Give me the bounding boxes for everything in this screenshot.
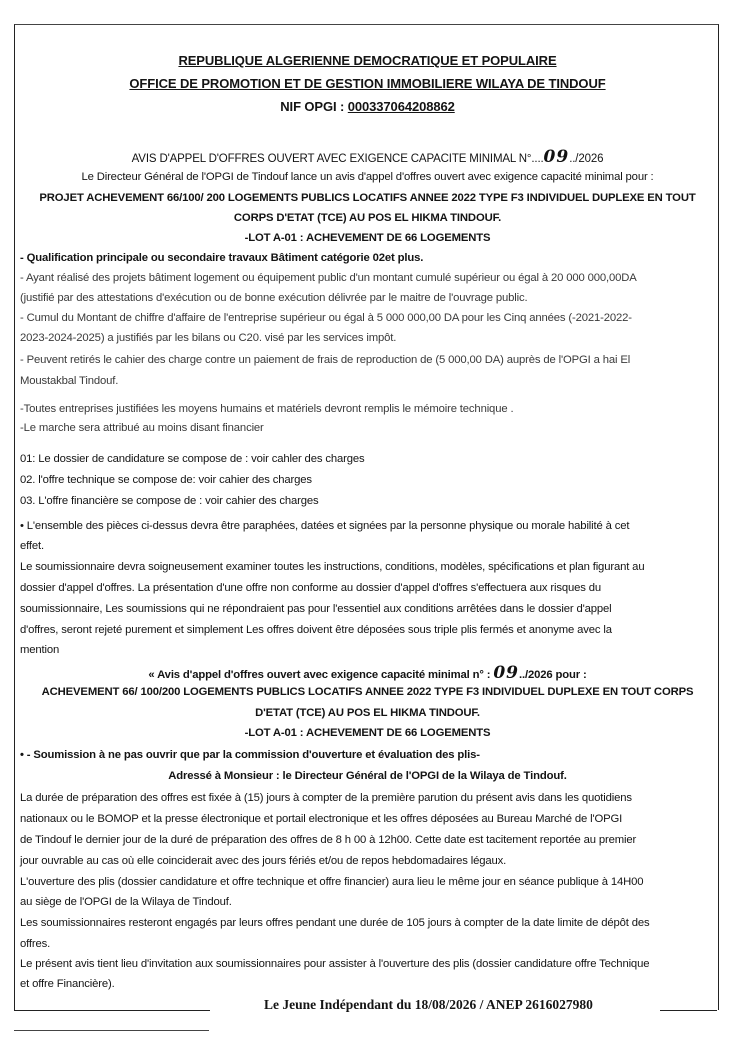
instruction-line: mention xyxy=(20,644,60,656)
mention-project-line-1: ACHEVEMENT 66/ 100/200 LOGEMENTS PUBLICS LOCATIFS ANNEE 2022 TYPE F3 INDIVIDUEL DUPLEXE EN TOUT CORPS xyxy=(41,686,694,698)
condition-line: (justifié par des attestations d'exécution ou de bonne exécution délivrée par le maitre de l'ouvrage public. xyxy=(20,292,528,304)
moyens-line: -Le marche sera attribué au moins disant financier xyxy=(20,422,264,434)
closing-line: nationaux ou le BOMOP et la presse électronique et portail electronique et les offres déposées au Bureau Marché de l'OPGI xyxy=(20,813,623,825)
closing-line: de Tindouf le dernier jour de la duré de préparation des offres de 8 h 00 à 12h00. Cette date est tacitement reportée au premier xyxy=(20,834,637,846)
condition-line: - Peuvent retirés le cahier des charge contre un paiement de frais de reproduction de (5 000,00 DA) auprès de l'OPGI a hai El xyxy=(20,354,631,366)
nif-label: NIF OPGI : xyxy=(280,99,348,114)
instruction-line: dossier d'appel d'offres. La présentation d'une offre non conforme au dossier d'appel d'offres s'effectuera aux risques du xyxy=(20,582,602,594)
project-line-2: CORPS D'ETAT (TCE) AU POS EL HIKMA TINDOUF. xyxy=(233,212,502,224)
avis-title-prefix: AVIS D'APPEL D'OFFRES OUVERT AVEC EXIGENCE CAPACITE MINIMAL N°.... xyxy=(131,153,544,165)
mention-lot-line: -LOT A-01 : ACHEVEMENT DE 66 LOGEMENTS xyxy=(244,727,491,739)
condition-line: - Qualification principale ou secondaire travaux Bâtiment catégorie 02et plus. xyxy=(20,252,424,264)
office-heading: OFFICE DE PROMOTION ET DE GESTION IMMOBILIERE WILAYA DE TINDOUF xyxy=(129,76,606,91)
nif-line xyxy=(0,99,735,114)
avis-title-suffix: ../2026 xyxy=(569,153,604,165)
instruction-line: d'offres, seront rejeté purement et simplement Les offres doivent être déposées sous triple plis fermés et anonyme avec la xyxy=(20,624,612,636)
mention-title xyxy=(0,663,735,683)
project-line-1: PROJET ACHEVEMENT 66/100/ 200 LOGEMENTS PUBLICS LOCATIFS ANNEE 2022 TYPE F3 INDIVIDUEL DUPLEXE EN TOUT xyxy=(39,192,696,204)
mention-prefix: « Avis d'appel d'offres ouvert avec exigence capacité minimal n° : xyxy=(148,669,494,681)
dossier-line: 02. l'offre technique se compose de: voir cahier des charges xyxy=(20,474,312,486)
moyens-line: -Toutes entreprises justifiées les moyens humains et matériels devront remplis le mémoire technique . xyxy=(20,403,514,415)
bottom-rule xyxy=(14,1030,209,1031)
closing-line: Le présent avis tient lieu d'invitation aux soumissionnaires pour assister à l'ouverture des plis (dossier candidature offre Technique xyxy=(20,958,650,970)
avis-title xyxy=(0,147,735,167)
closing-line: offres. xyxy=(20,938,51,950)
closing-line: et offre Financière). xyxy=(20,978,115,990)
avis-intro: Le Directeur Général de l'OPGI de Tindouf lance un avis d'appel d'offres ouvert avec exigence capacité minimal pour : xyxy=(81,171,654,183)
paraphe-line: • L'ensemble des pièces ci-dessus devra être paraphées, datées et signées par la personne physique ou morale habilité à cet xyxy=(20,520,630,532)
footer-rule-right xyxy=(660,1010,717,1011)
closing-line: L'ouverture des plis (dossier candidature et offre technique et offre financier) aura lieu le même jour en séance publique à 14H00 xyxy=(20,876,644,888)
mention-suffix: ../2026 pour : xyxy=(519,669,587,681)
nif-value: 000337064208862 xyxy=(347,99,455,114)
closing-line: au siège de l'OPGI de la Wilaya de Tindouf. xyxy=(20,896,232,908)
paraphe-line: effet. xyxy=(20,540,45,552)
condition-line: Moustakbal Tindouf. xyxy=(20,375,119,387)
publication-footer: Le Jeune Indépendant du 18/08/2026 / ANEP 2616027980 xyxy=(264,997,593,1012)
condition-line: - Cumul du Montant de chiffre d'affaire de l'entreprise supérieur ou égal à 5 000 000,00 DA pour les Cinq années (-2021-2022- xyxy=(20,312,632,324)
closing-line: La durée de préparation des offres est fixée à (15) jours à compter de la première parution du présent avis dans les quotidiens xyxy=(20,792,632,804)
lot-line: -LOT A-01 : ACHEVEMENT DE 66 LOGEMENTS xyxy=(244,232,491,244)
dossier-line: 01: Le dossier de candidature se compose de : voir cahler des charges xyxy=(20,453,365,465)
mention-soumission-line: • - Soumission à ne pas ouvrir que par la commission d'ouverture et évaluation des plis- xyxy=(20,749,480,761)
condition-line: - Ayant réalisé des projets bâtiment logement ou équipement public d'un montant cumulé supérieur ou égal à 20 000 000,00DA xyxy=(20,272,637,284)
closing-line: jour ouvrable au cas où elle coinciderait avec des jours fériés et/ou de repos hebdomadaires légaux. xyxy=(20,855,507,867)
instruction-line: soumissionnaire, Les soumissions qui ne répondraient pas pour l'essentiel aux conditions arrêtées dans le dossier d'appel xyxy=(20,603,612,615)
closing-line: Les soumissionnaires resteront engagés par leurs offres pendant une durée de 105 jours à compter de la date limite de dépôt des xyxy=(20,917,650,929)
avis-number: 09 xyxy=(543,147,570,167)
mention-number: 09 xyxy=(493,663,520,683)
mention-project-line-2: D'ETAT (TCE) AU POS EL HIKMA TINDOUF. xyxy=(255,707,480,719)
republic-heading: REPUBLIQUE ALGERIENNE DEMOCRATIQUE ET POPULAIRE xyxy=(178,53,557,68)
mention-addressee-line: Adressé à Monsieur : le Directeur Général de l'OPGI de la Wilaya de Tindouf. xyxy=(168,770,567,782)
dossier-line: 03. L'offre financière se compose de : voir cahier des charges xyxy=(20,495,319,507)
instruction-line: Le soumissionnaire devra soigneusement examiner toutes les instructions, conditions, modèles, spécifications et plan figurant au xyxy=(20,561,645,573)
footer-rule-left xyxy=(14,1010,210,1011)
condition-line: 2023-2024-2025) a justifiés par les bilans ou C20. visé par les services impôt. xyxy=(20,332,397,344)
